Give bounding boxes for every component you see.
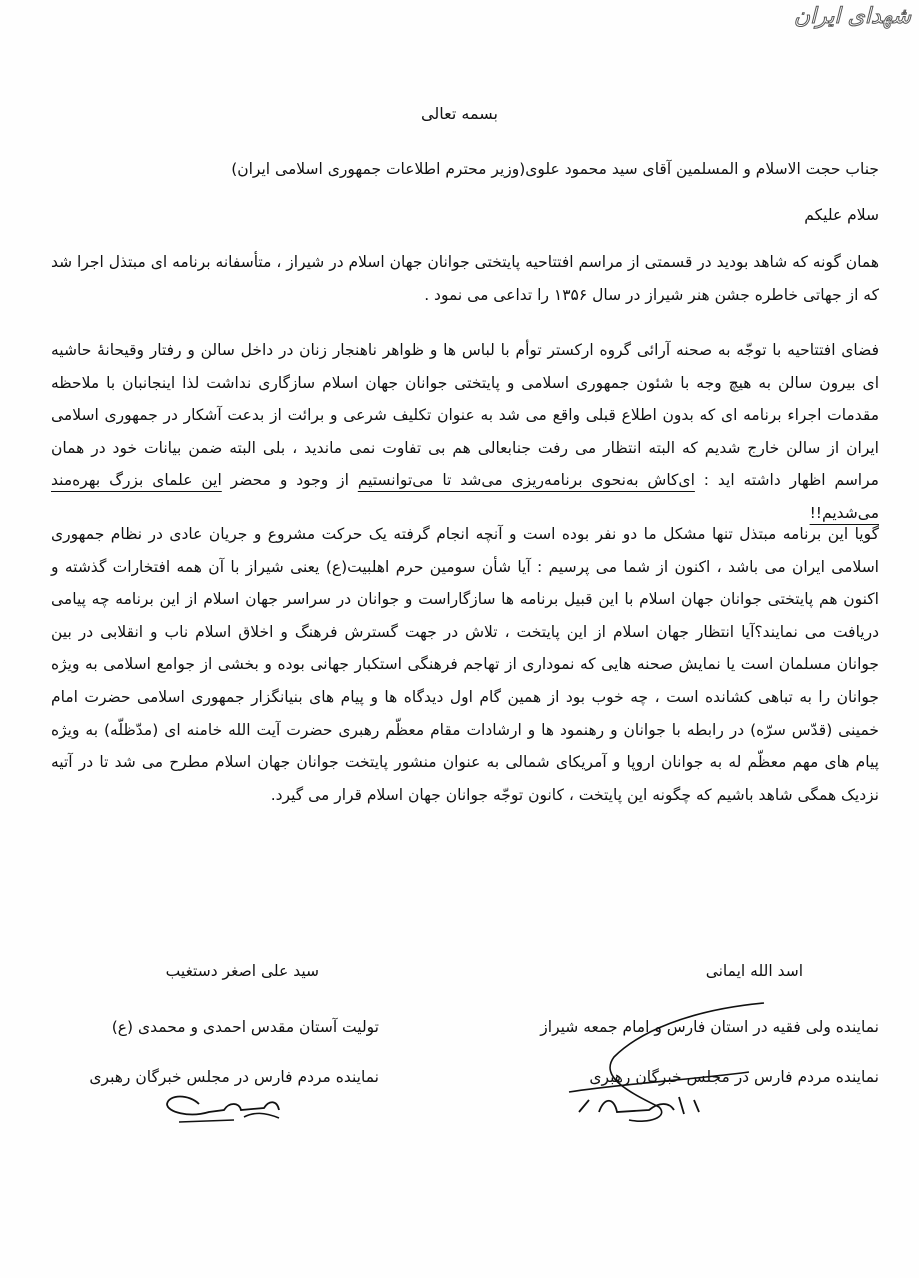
signatory-title-1: تولیت آستان مقدس احمدی و محمدی (ع) [111, 1018, 379, 1036]
signatory-name: اسد الله ایمانی [705, 962, 803, 980]
letter-addressee: جناب حجت الاسلام و المسلمین آقای سید محمود علوی(وزیر محترم اطلاعات جمهوری اسلامی ایران) [231, 160, 879, 178]
paragraph-1: همان گونه که شاهد بودید در قسمتی از مراسم افتتاحیه پایتختی جوانان جهان اسلام در شیراز ، متأسفانه برنامه ای مبتذل اجرا شد که از جهاتی خاطره جشن هنر شیراز در سال ۱۳۵۶ را تداعی می نمود . [51, 253, 879, 304]
paragraph-2-text: فضای افتتاحیه با توجّه به صحنه آرائی گروه ارکستر توأم با لباس ها و ظواهر ناهنجار زنان در داخل سالن و رفتار وقیحانهٔ حاشیه ای بیرون سالن به هیچ وجه با شئون جمهوری اسلامی و پایتختی جوانان جهان اسلام سازگاری نداشت لذا اینجانبان با ملاحظه مقدمات اجراء برنامه ای که بدون اطلاع قبلی واقع می شد به عنوان تکلیف شرعی و برائت از بدعت آشکار در جمهوری اسلامی ایران از سالن خارج شدیم که البته انتظار می رفت جنابعالی هم بی تفاوت نمی ماندید ، بلی البته ضمن بیانات خود در همان مراسم اظهار داشته اید : [51, 341, 879, 490]
paragraph-2 [51, 334, 879, 530]
paragraph-2-underlined-quote-part2: این علمای بزرگ بهره‌مند می‌شدیم!! [51, 471, 879, 522]
signatory-title-2: نماینده مردم فارس در مجلس خبرگان رهبری [89, 1068, 379, 1086]
handwritten-signature-icon [519, 962, 879, 1132]
signature-block-dastgheib [49, 962, 379, 1132]
paragraph-2-quote-middle: از وجود و محضر [221, 471, 358, 490]
signature-block-imani [519, 962, 879, 1132]
watermark-logo: شهدای ایران [793, 4, 911, 29]
letter-basmala: بسمه تعالی [421, 104, 498, 123]
handwritten-signature-icon [49, 962, 379, 1132]
paragraph-2-underlined-quote-part1: ای‌کاش به‌نحوی برنامه‌ریزی می‌شد تا می‌توانستیم [357, 471, 695, 490]
signatory-title-1: نماینده ولی فقیه در استان فارس و امام جمعه شیراز [540, 1018, 879, 1036]
letter-salutation: سلام علیکم [804, 206, 879, 224]
signatory-name: سید علی اصغر دستغیب [165, 962, 319, 980]
signatory-title-2: نماینده مردم فارس در مجلس خبرگان رهبری [589, 1068, 879, 1086]
paragraph-3: گویا این برنامه مبتذل تنها مشکل ما دو نفر بوده است و آنچه انجام گرفته یک حرکت مشروع و جریان عادی در نظام جمهوری اسلامی ایران می باشد ، اکنون از شما می پرسیم : آیا شأن سومین حرم اهلبیت(ع) یعنی شیراز با آن همه افتخارات گذشته و اکنون هم پایتختی جوانان جهان اسلام با این قبیل برنامه ها سازگاراست و جوانان در سراسر جهان اسلام از این برنامه چه پیامی دریافت می نمایند؟آیا انتظار جهان اسلام از این پایتخت ، تلاش در جهت گسترش فرهنگ و اخلاق اسلام ناب و انقلابی در بین جوانان مسلمان است یا نمایش صحنه هایی که نموداری از تهاجم فرهنگی استکبار جهانی بوده و بخشی از جوامع اسلامی به ویژه جوانان را به تباهی کشانده است ، چه خوب بود از همین گام اول دیدگاه ها و پیام های بنیانگزار جمهوری اسلامی حضرت امام خمینی (قدّس سرّه) در رابطه با جوانان و رهنمود ها و ارشادات مقام معظّم رهبری حضرت آیت الله خامنه ای (مدّظلّه) به ویژه پیام های مهم معظّم له به جوانان اروپا و آمریکای شمالی به عنوان منشور پایتخت جوانان جهان اسلام مطرح می شد تا در آتیه نزدیک همگی شاهد باشیم که چگونه این پایتخت ، کانون توجّه جوانان جهان اسلام قرار می گیرد. [51, 525, 879, 804]
